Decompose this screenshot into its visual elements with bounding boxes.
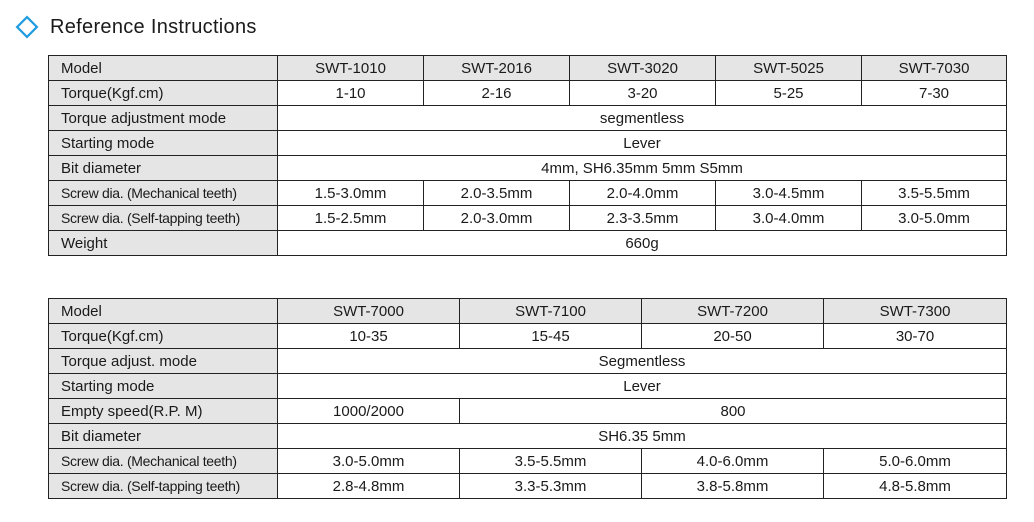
torque-cell: 2-16: [424, 81, 570, 106]
table-row-screw-self-tapping: [49, 474, 1007, 499]
screw-self-tapping-cell: 2.3-3.5mm: [570, 206, 716, 231]
empty-speed-cell: 800: [460, 399, 1007, 424]
screw-self-tapping-cell: 2.8-4.8mm: [278, 474, 460, 499]
model-cell: SWT-1010: [278, 56, 424, 81]
screw-self-tapping-cell: 3.0-4.0mm: [716, 206, 862, 231]
screw-mechanical-cell: 4.0-6.0mm: [642, 449, 824, 474]
spec-table-swt-7000-series: [48, 298, 1007, 499]
bit-diameter-cell: SH6.35 5mm: [278, 424, 1007, 449]
adjustment-mode-cell: segmentless: [278, 106, 1007, 131]
row-label-model: Model: [49, 56, 278, 81]
screw-self-tapping-cell: 2.0-3.0mm: [424, 206, 570, 231]
screw-self-tapping-cell: 1.5-2.5mm: [278, 206, 424, 231]
row-label-bit-diameter: Bit diameter: [49, 156, 278, 181]
row-label-bit-diameter: Bit diameter: [49, 424, 278, 449]
screw-self-tapping-cell: 3.0-5.0mm: [862, 206, 1007, 231]
screw-self-tapping-cell: 3.3-5.3mm: [460, 474, 642, 499]
table-row-torque: [49, 324, 1007, 349]
table-row-weight: [49, 231, 1007, 256]
model-cell: SWT-7030: [862, 56, 1007, 81]
torque-cell: 15-45: [460, 324, 642, 349]
diamond-icon: [14, 14, 40, 40]
table-row-screw-self-tapping: [49, 206, 1007, 231]
screw-self-tapping-cell: 4.8-5.8mm: [824, 474, 1007, 499]
row-label-screw-self-tapping: Screw dia. (Self-tapping teeth): [49, 474, 278, 499]
spec-table-swt-1010-series: [48, 55, 1007, 256]
table-row-adjustment-mode: [49, 106, 1007, 131]
screw-mechanical-cell: 1.5-3.0mm: [278, 181, 424, 206]
adjustment-mode-cell: Segmentless: [278, 349, 1007, 374]
model-cell: SWT-7300: [824, 299, 1007, 324]
table-row-starting-mode: [49, 131, 1007, 156]
table-row-adjustment-mode: [49, 349, 1007, 374]
screw-mechanical-cell: 3.5-5.5mm: [862, 181, 1007, 206]
model-cell: SWT-7000: [278, 299, 460, 324]
torque-cell: 3-20: [570, 81, 716, 106]
table-row-screw-mechanical: [49, 181, 1007, 206]
table-row-screw-mechanical: [49, 449, 1007, 474]
row-label-screw-self-tapping: Screw dia. (Self-tapping teeth): [49, 206, 278, 231]
row-label-adjustment-mode: Torque adjust. mode: [49, 349, 278, 374]
torque-cell: 1-10: [278, 81, 424, 106]
model-cell: SWT-2016: [424, 56, 570, 81]
row-label-model: Model: [49, 299, 278, 324]
table-row-model: [49, 56, 1007, 81]
screw-mechanical-cell: 2.0-4.0mm: [570, 181, 716, 206]
model-cell: SWT-7100: [460, 299, 642, 324]
starting-mode-cell: Lever: [278, 374, 1007, 399]
section-heading: [14, 10, 257, 44]
row-label-starting-mode: Starting mode: [49, 374, 278, 399]
empty-speed-cell: 1000/2000: [278, 399, 460, 424]
row-label-torque: Torque(Kgf.cm): [49, 324, 278, 349]
table-row-bit-diameter: [49, 156, 1007, 181]
row-label-screw-mechanical: Screw dia. (Mechanical teeth): [49, 181, 278, 206]
row-label-starting-mode: Starting mode: [49, 131, 278, 156]
table-row-torque: [49, 81, 1007, 106]
page-title: Reference Instructions: [50, 15, 257, 38]
table-row-empty-speed: [49, 399, 1007, 424]
screw-mechanical-cell: 5.0-6.0mm: [824, 449, 1007, 474]
screw-mechanical-cell: 3.5-5.5mm: [460, 449, 642, 474]
screw-self-tapping-cell: 3.8-5.8mm: [642, 474, 824, 499]
torque-cell: 20-50: [642, 324, 824, 349]
row-label-torque: Torque(Kgf.cm): [49, 81, 278, 106]
screw-mechanical-cell: 2.0-3.5mm: [424, 181, 570, 206]
table-row-bit-diameter: [49, 424, 1007, 449]
model-cell: SWT-5025: [716, 56, 862, 81]
model-cell: SWT-7200: [642, 299, 824, 324]
model-cell: SWT-3020: [570, 56, 716, 81]
torque-cell: 30-70: [824, 324, 1007, 349]
bit-diameter-cell: 4mm, SH6.35mm 5mm S5mm: [278, 156, 1007, 181]
screw-mechanical-cell: 3.0-5.0mm: [278, 449, 460, 474]
starting-mode-cell: Lever: [278, 131, 1007, 156]
row-label-empty-speed: Empty speed(R.P. M): [49, 399, 278, 424]
torque-cell: 7-30: [862, 81, 1007, 106]
torque-cell: 10-35: [278, 324, 460, 349]
screw-mechanical-cell: 3.0-4.5mm: [716, 181, 862, 206]
row-label-screw-mechanical: Screw dia. (Mechanical teeth): [49, 449, 278, 474]
torque-cell: 5-25: [716, 81, 862, 106]
table-row-starting-mode: [49, 374, 1007, 399]
row-label-adjustment-mode: Torque adjustment mode: [49, 106, 278, 131]
table-row-model: [49, 299, 1007, 324]
weight-cell: 660g: [278, 231, 1007, 256]
row-label-weight: Weight: [49, 231, 278, 256]
